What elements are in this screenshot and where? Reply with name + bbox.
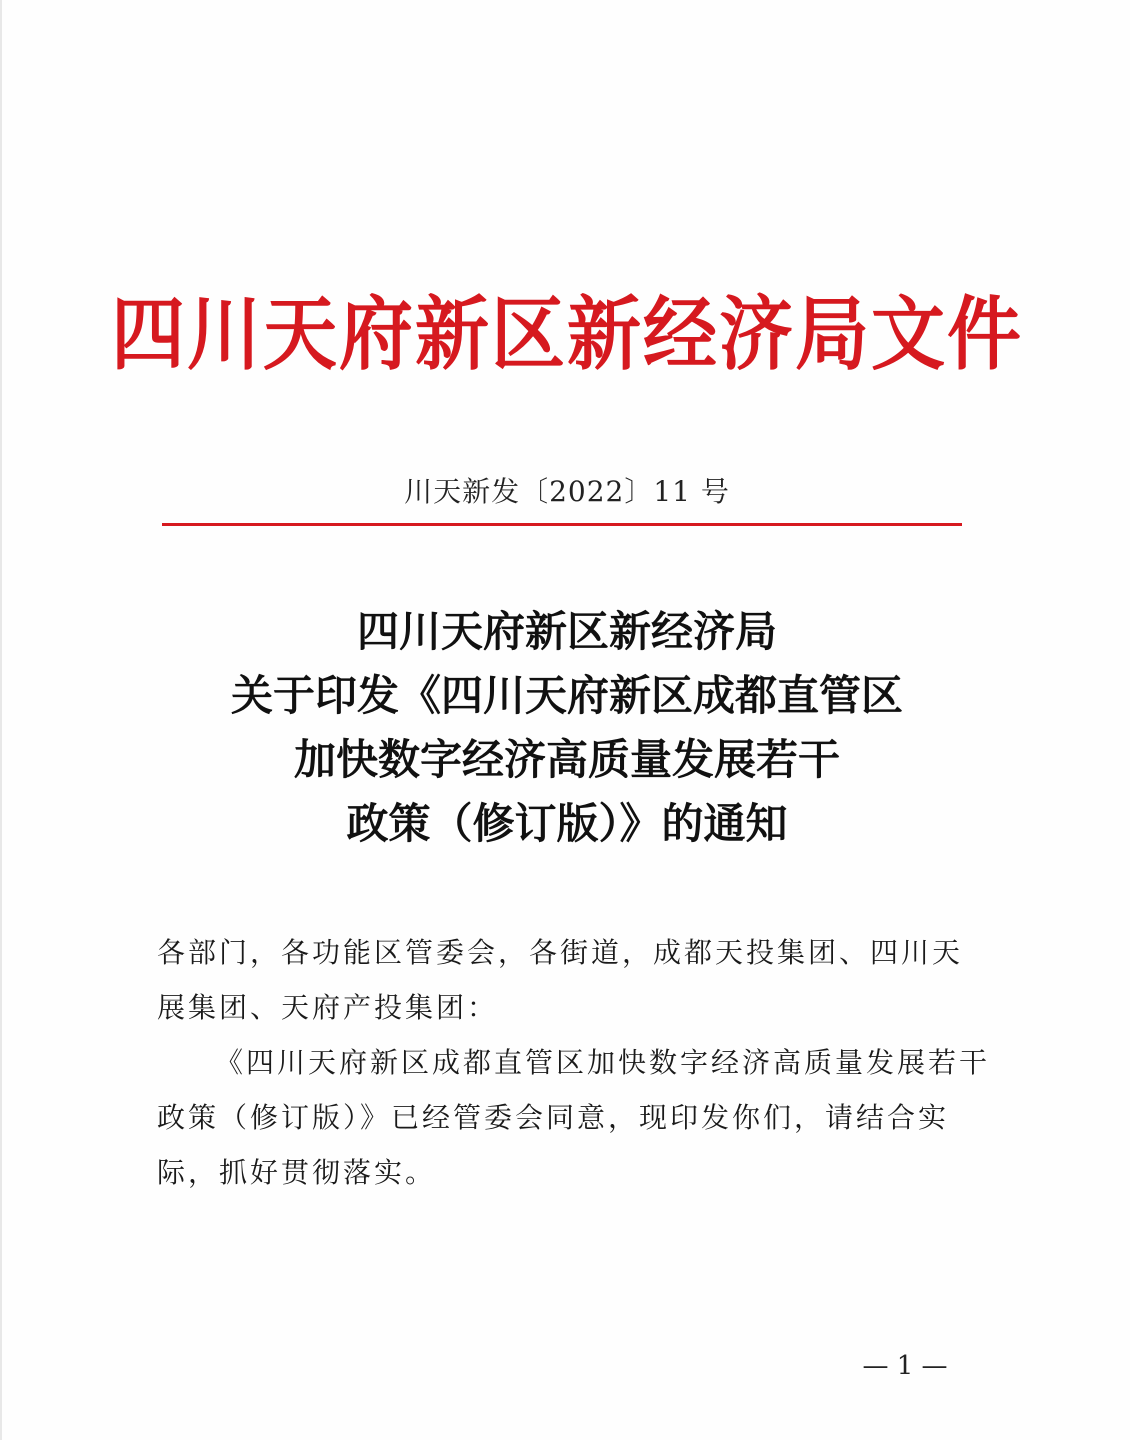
document-number: 川天新发〔2022〕11 号	[404, 475, 730, 508]
document-title	[2, 600, 1130, 856]
title-line-3: 加快数字经济高质量发展若干	[293, 735, 840, 784]
title-line-2: 关于印发《四川天府新区成都直管区	[230, 671, 903, 720]
main-paragraph: 《四川天府新区成都直管区加快数字经济高质量发展若干政策（修订版）》已经管委会同意，现印发你们，请结合实际，抓好贯彻落实。	[157, 1046, 991, 1189]
page-number: — 1 —	[862, 1351, 948, 1381]
agency-header-title: 四川天府新区新经济局文件	[111, 288, 1023, 382]
recipients-paragraph: 各部门，各功能区管委会，各街道，成都天投集团、四川天展集团、天府产投集团：	[157, 936, 964, 1024]
document-body	[157, 925, 992, 1200]
title-line-4: 政策（修订版）》的通知	[346, 799, 788, 848]
title-line-1: 四川天府新区新经济局	[356, 607, 777, 656]
red-divider-line	[162, 523, 962, 526]
